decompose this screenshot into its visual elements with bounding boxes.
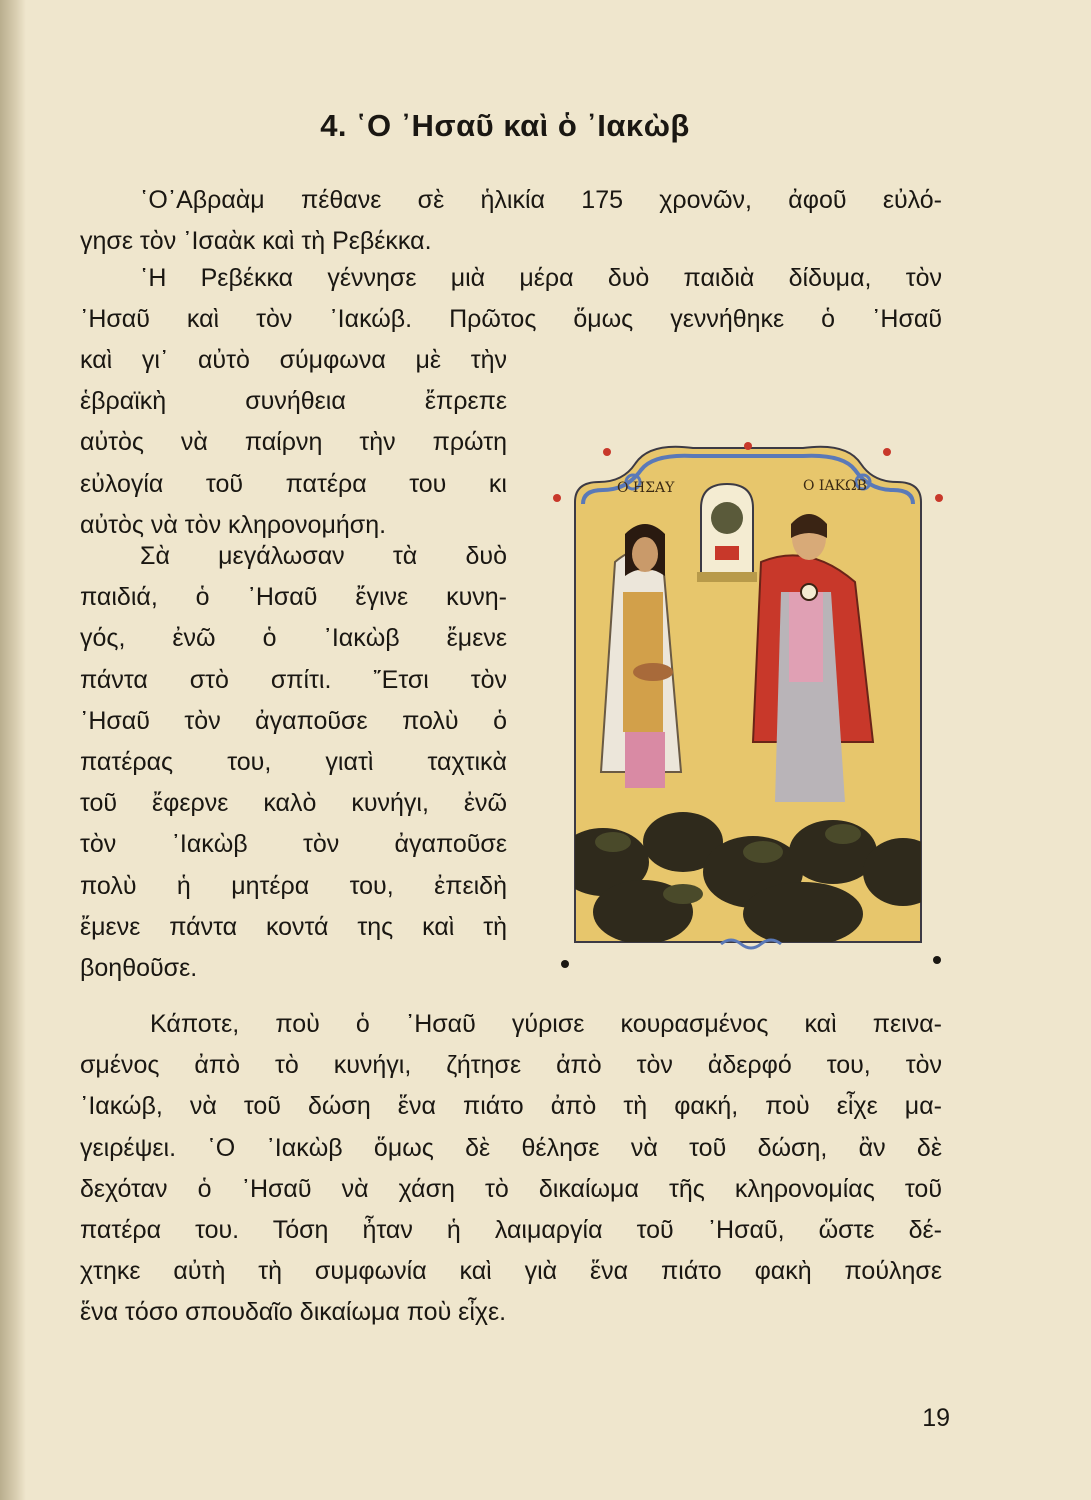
paragraph-4 — [80, 1004, 942, 1334]
text-line: βοηθοῦσε. — [80, 954, 198, 983]
niche-base — [697, 572, 757, 582]
text-line: πατέρα του. Τόση ἦταν ἡ λαιμαργία τοῦ ᾿Ησαῦ, ὥστε δέ- — [80, 1216, 942, 1245]
text-line: ῾Ο᾿Αβραὰμ πέθανε σὲ ἡλικία 175 χρονῶν, ἀφοῦ εὐλό- — [140, 186, 942, 214]
text-line: Κάποτε, ποὺ ὁ ᾿Ησαῦ γύρισε κουρασμένος καὶ πεινα- — [150, 1010, 942, 1038]
illustration-label-jacob: Ο ΙΑΚΩΒ — [803, 478, 867, 494]
text-line: αὐτὸς νὰ παίρνη τὴν πρώτη — [80, 428, 507, 457]
paragraph-3 — [80, 536, 507, 989]
border-dot — [933, 956, 941, 964]
text-line: αὐτὸς νὰ τὸν κληρονομήση. — [80, 510, 387, 539]
text-line: ᾿Ιακώβ, νὰ τοῦ δώση ἕνα πιάτο ἀπὸ τὴ φακή, ποὺ εἶχε μα- — [80, 1092, 942, 1121]
paragraph-2-side — [80, 340, 507, 546]
text-line: τὸν ᾿Ιακὼβ τὸν ἀγαποῦσε — [80, 830, 507, 859]
text-line: εὐλογία τοῦ πατέρα του κι — [80, 469, 507, 498]
illustration-label-esau: Ο ΗΣΑΥ — [617, 480, 675, 496]
border-dot — [561, 960, 569, 968]
page-title: 4. ῾Ο ᾿Ησαῦ καὶ ὁ ᾿Ιακὼβ — [320, 108, 690, 143]
plant-foliage — [711, 502, 743, 534]
border-dot — [744, 442, 752, 450]
text-line: δεχόταν ὁ ᾿Ησαῦ νὰ χάση τὸ δικαίωμα τῆς κληρονομίας τοῦ — [80, 1174, 942, 1203]
border-dot — [553, 494, 561, 502]
border-dot — [935, 494, 943, 502]
plant-pot — [715, 546, 739, 560]
text-line: ἔμενε πάντα κοντά της καὶ τὴ — [80, 912, 507, 941]
page-number: 19 — [922, 1404, 950, 1432]
border-dot — [603, 448, 611, 456]
icon-illustration — [553, 442, 943, 968]
text-line: καὶ γι᾿ αὐτὸ σύμφωνα μὲ τὴν — [80, 346, 507, 374]
text-line: γησε τὸν ᾿Ισαὰκ καὶ τὴ Ρεβέκκα. — [80, 227, 432, 256]
text-line: χτηκε αὐτὴ τὴ συμφωνία καὶ γιὰ ἕνα πιάτο φακὴ πούλησε — [80, 1257, 942, 1286]
text-line: πολὺ ἡ μητέρα του, ἐπειδὴ — [80, 871, 507, 900]
text-line: ᾿Ησαῦ καὶ τὸν ᾿Ιακώβ. Πρῶτος ὅμως γεννήθηκε ὁ ᾿Ησαῦ — [80, 305, 942, 334]
text-line: πατέρας του, γιατὶ ταχτικὰ — [80, 748, 507, 777]
text-line: ῾Η Ρεβέκκα γέννησε μιὰ μέρα δυὸ παιδιὰ δίδυμα, τὸν — [140, 264, 942, 292]
text-line: γός, ἐνῶ ὁ ᾿Ιακὼβ ἔμενε — [80, 624, 507, 653]
text-line: ἕνα τόσο σπουδαῖο δικαίωμα ποὺ εἶχε. — [80, 1298, 507, 1327]
paragraph-2 — [80, 258, 942, 340]
text-line: παιδιά, ὁ ᾿Ησαῦ ἔγινε κυνη- — [80, 583, 507, 612]
text-line: γειρέψει. ῾Ο ᾿Ιακὼβ ὅμως δὲ θέλησε νὰ τοῦ δώση, ἂν δὲ — [80, 1133, 942, 1162]
paragraph-1 — [80, 180, 942, 262]
text-line: ᾿Ησαῦ τὸν ἀγαποῦσε πολὺ ὁ — [80, 706, 507, 735]
icon-illustration-drawing — [553, 442, 943, 968]
text-line: ἑβραϊκὴ συνήθεια ἔπρεπε — [80, 387, 507, 416]
border-dot — [883, 448, 891, 456]
text-line: Σὰ μεγάλωσαν τὰ δυὸ — [140, 542, 507, 570]
text-line: πάντα στὸ σπίτι. ῎Ετσι τὸν — [80, 665, 507, 694]
text-line: τοῦ ἔφερνε καλὸ κυνήγι, ἐνῶ — [80, 789, 507, 818]
text-line: σμένος ἀπὸ τὸ κυνήγι, ζήτησε ἀπὸ τὸν ἀδερφό του, τὸν — [80, 1051, 942, 1080]
page-binding-edge — [0, 0, 26, 1500]
